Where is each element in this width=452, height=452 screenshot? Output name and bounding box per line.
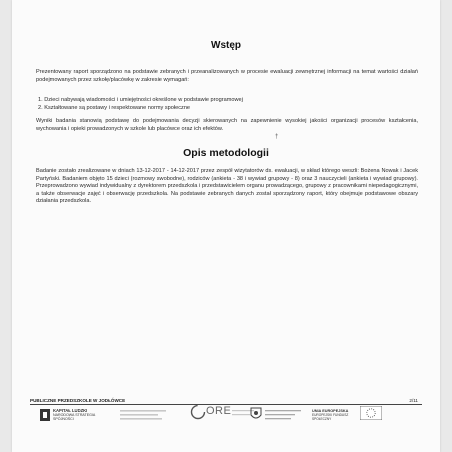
ore-wordmark: ORE (206, 405, 232, 417)
kapital-ludzki-icon (40, 409, 50, 421)
ore-circle-icon (190, 404, 206, 420)
logo-program (120, 409, 166, 428)
section-title-opis-metodologii: Opis metodologii (183, 147, 269, 159)
intro-paragraph: Prezentowany raport sporządzono na podstawie zebranych i przeanalizowanych w procesie ewaluacji zewnętrznej informacji na temat wartości działań podejmowanych przez szkołę/placówkę w zakresie wymagań: (36, 69, 418, 83)
logo-unia-europejska (312, 409, 356, 421)
logo-sub: NARODOWA STRATEGIA SPÓJNOŚCI (53, 413, 96, 421)
emblem-icon (250, 407, 262, 421)
closing-paragraph: Wyniki badania stanowią podstawę do podejmowania decyzji skierowanych na zapewnienie wysokiej jakości organizacji procesów kształcenia, wychowania i opieki prowadzonych w szkole lub placówce oraz ich efektów. (36, 118, 418, 132)
logo-sub: EUROPEJSKI FUNDUSZ SPOŁECZNY (312, 413, 349, 421)
footer-institution: PUBLICZNE PRZEDSZKOLE W JODŁÓWCE (30, 398, 126, 403)
logo-name: UNIA EUROPEJSKA (312, 409, 349, 413)
requirement-item-1: 1. Dzieci nabywają wiadomości i umiejętności określone w podstawie programowej (38, 97, 243, 103)
methodology-paragraph: Badanie zostało zrealizowane w dniach 13-12-2017 - 14-12-2017 przez zespół wizytatorów ds. ewaluacji, w skład którego weszli: Bożena Nowak i Jacek Partyński. Badaniem objęto 15 dzieci (rozmowy swobodne), rodziców (ankieta - 38 i wywiad grupowy - 8) oraz 3 nauczycieli (ankieta i wywiad grupowy). Przeprowadzono wywiad indywidualny z dyrektorem przedszkola i przedstawicielem organu prowadzącego, grupowy z pracownikami niepedagogicznymi, a także obserwacje zajęć i obserwację przedszkola. Na podstawie zebranych danych został sporządzony raport, który obejmuje podstawowe obszary działania przedszkola. (36, 168, 418, 205)
logo-ministry (250, 407, 262, 426)
program-logo-icon (120, 409, 166, 423)
margin-mark: † (275, 134, 279, 140)
requirement-item-2: 2. Kształtowane są postawy i respektowane normy społeczne (38, 105, 191, 111)
footer-page-number: 2/11 (409, 398, 418, 403)
logo-ore (190, 404, 232, 425)
section-title-wstep: Wstęp (211, 40, 241, 51)
document-page (12, 0, 440, 452)
logo-kapital-ludzki (40, 408, 96, 426)
logo-name: KAPITAŁ LUDZKI (53, 408, 88, 413)
eu-flag-icon (360, 406, 382, 420)
ministry-text-icon (265, 408, 305, 420)
